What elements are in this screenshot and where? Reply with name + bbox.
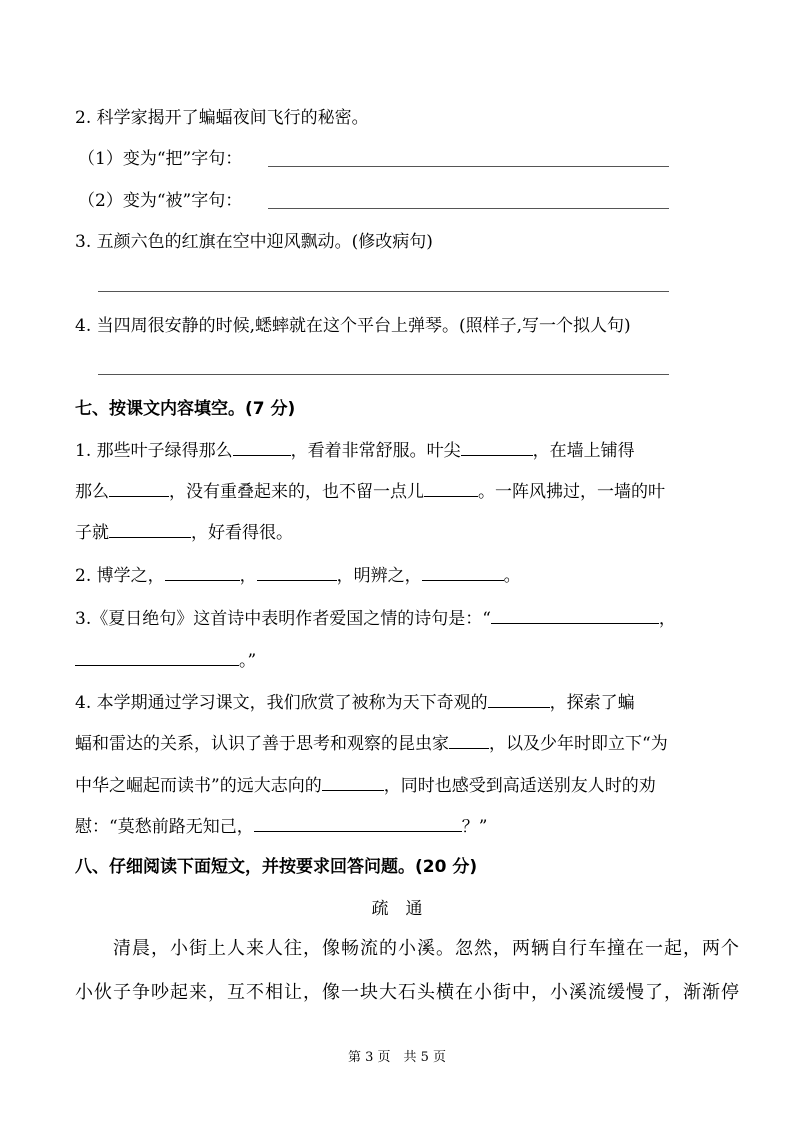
text: 。一阵风拂过，一墙的叶 xyxy=(478,482,665,502)
fill-blank[interactable] xyxy=(422,566,504,581)
question-2-prompt: 2. 科学家揭开了蝙蝠夜间飞行的秘密。 xyxy=(75,108,369,128)
s7-q4-line2 xyxy=(75,733,668,755)
text: 中华之崛起而读书”的远大志向的 xyxy=(75,776,322,796)
text: ，好看得很。 xyxy=(191,523,293,543)
fill-blank[interactable] xyxy=(322,776,384,791)
fill-blank[interactable] xyxy=(449,734,489,749)
s7-q3-line2 xyxy=(75,650,256,672)
text: ，没有重叠起来的，也不留一点儿 xyxy=(169,482,424,502)
s7-q3-line1 xyxy=(75,608,676,630)
page-footer: 第 3 页 共 5 页 xyxy=(347,1050,447,1065)
fill-blank[interactable] xyxy=(257,566,337,581)
text: 3.《夏日绝句》这首诗中表明作者爱国之情的诗句是：“ xyxy=(75,609,491,629)
passage-paragraph-line: 小伙子争吵起来，互不相让，像一块大石头横在小街中，小溪流缓慢了，渐渐停 xyxy=(75,982,740,1003)
s7-q4-line4 xyxy=(75,816,487,838)
text: 。 xyxy=(503,566,521,586)
text: ，明辨之， xyxy=(336,566,422,586)
text: ，同时也感受到高适送别友人时的劝 xyxy=(383,776,656,796)
question-3-prompt: 3. 五颜六色的红旗在空中迎风飘动。(修改病句) xyxy=(75,232,433,252)
passage-paragraph-line: 清晨，小街上人来人往，像畅流的小溪。忽然，两辆自行车撞在一起，两个 xyxy=(75,938,740,959)
text: 1. 那些叶子绿得那么 xyxy=(75,441,233,461)
s7-q1-line3 xyxy=(75,522,293,544)
text: 2. 博学之， xyxy=(75,566,165,586)
text: ， xyxy=(239,566,257,586)
text: ，以及少年时即立下“为 xyxy=(489,734,668,754)
fill-blank[interactable] xyxy=(488,693,550,708)
text: 子就 xyxy=(75,523,109,543)
text: ，探索了蝙 xyxy=(549,693,635,713)
fill-blank[interactable] xyxy=(109,523,191,538)
fill-blank[interactable] xyxy=(461,441,533,456)
text: ？” xyxy=(461,817,488,837)
text: ，看着非常舒服。叶尖 xyxy=(290,441,461,461)
s7-q1-line1 xyxy=(75,440,635,462)
question-4-prompt: 4. 当四周很安静的时候,蟋蟀就在这个平台上弹琴。(照样子,写一个拟人句) xyxy=(75,316,631,336)
fill-blank[interactable] xyxy=(254,817,462,832)
passage-title: 疏 通 xyxy=(371,899,423,919)
s7-q4-line1 xyxy=(75,692,635,714)
s7-q1-line2 xyxy=(75,481,665,503)
section-7-heading: 七、按课文内容填空。(7 分) xyxy=(75,399,296,419)
question-2-sub2-label: （2）变为“被”字句： xyxy=(78,191,243,211)
text: 慰：“莫愁前路无知己， xyxy=(75,817,254,837)
answer-line[interactable] xyxy=(98,291,669,292)
question-2-sub1-label: （1）变为“把”字句： xyxy=(78,149,243,169)
answer-line[interactable] xyxy=(98,374,669,375)
text: 那么 xyxy=(75,482,109,502)
answer-line[interactable] xyxy=(268,166,669,167)
text: ，在墙上铺得 xyxy=(532,441,635,461)
fill-blank[interactable] xyxy=(75,651,239,666)
fill-blank[interactable] xyxy=(165,566,240,581)
fill-blank[interactable] xyxy=(109,482,169,497)
text: 4. 本学期通过学习课文，我们欣赏了被称为天下奇观的 xyxy=(75,693,488,713)
fill-blank[interactable] xyxy=(424,482,478,497)
text: 。” xyxy=(239,651,257,671)
section-8-heading: 八、仔细阅读下面短文，并按要求回答问题。(20 分) xyxy=(75,857,478,877)
s7-q4-line3 xyxy=(75,775,656,797)
answer-line[interactable] xyxy=(268,208,669,209)
fill-blank[interactable] xyxy=(233,441,291,456)
fill-blank[interactable] xyxy=(491,609,659,624)
s7-q2 xyxy=(75,565,521,587)
text: ， xyxy=(658,609,676,629)
text: 蝠和雷达的关系，认识了善于思考和观察的昆虫家 xyxy=(75,734,449,754)
